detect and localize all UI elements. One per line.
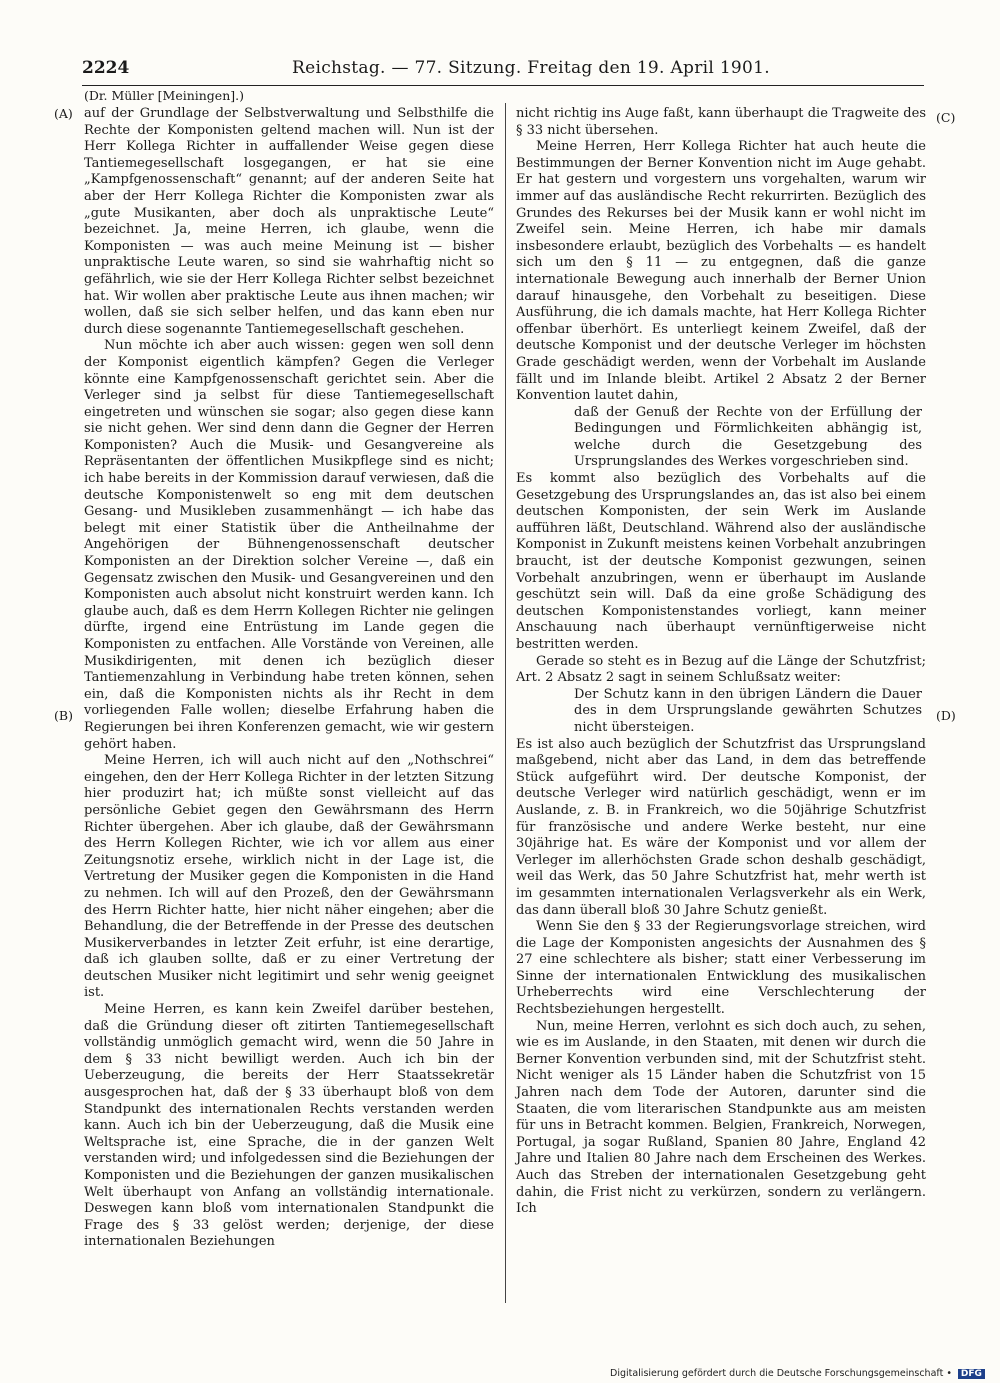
footer-text: Digitalisierung gefördert durch die Deutsche Forschungsgemeinschaft • <box>610 1368 952 1379</box>
paragraph: Nun möchte ich aber auch wissen: gegen wen soll denn der Komponist eigentlich kämpfen? Gegen die Verleger könnte eine Kampfgenossenschaft gerichtet sein. Aber die Verleger sind ja selbst für diese Tantiemegesellschaft eingetreten und wünschen sie sogar; also gegen diese kann sie nicht gehen. Wer sind denn dann die Gegner der Herren Komponisten? Auch die Musik- und Gesangvereine als Repräsentanten der öffentlichen Musikpflege sind es nicht; ich habe bereits in der Kommission darauf verwiesen, daß die deutsche Komponistenwelt so eng mit dem deutschen Gesang- und Musikleben zusammenhängt — ich habe das belegt mit einer Statistik über die Antheilnahme der Angehörigen der Bühnengenossenschaft deutscher Komponisten an der Direktion solcher Vereine —, daß ein Gegensatz zwischen den Musik- und Gesangvereinen und den Komponisten auch absolut nicht konstruirt werden kann. Ich glaube auch, daß es dem Herrn Kollegen Richter nie gelingen dürfte, irgend eine Entrüstung im Lande gegen die Komponisten zu entfachen. Alle Vorstände von Vereinen, alle Musikdirigenten, mit denen ich bezüglich dieser Tantiemenzahlung in Verbindung habe treten können, sehen ein, daß die Komponisten nichts als ihr Recht in dem vorliegenden Falle wollen; dieselbe Erfahrung haben die Regierungen bei ihren Konferenzen gemacht, wie wir gestern gehört haben. <box>84 338 494 752</box>
speaker-label: (Dr. Müller [Meiningen].) <box>84 88 244 103</box>
running-head: Reichstag. — 77. Sitzung. Freitag den 19. April 1901. <box>292 58 770 78</box>
paragraph: Gerade so steht es in Bezug auf die Länge der Schutzfrist; Art. 2 Absatz 2 sagt in seinem Schlußsatz weiter: <box>516 653 926 686</box>
paragraph: auf der Grundlage der Selbstverwaltung und Selbsthilfe die Rechte der Komponisten geltend machen will. Nun ist der Herr Kollega Richter in auffallender Weise gegen diese Tantiemegesellschaft losgegangen, er hat sie eine „Kampfgenossenschaft“ genannt; auf der anderen Seite hat aber der Herr Kollega Richter die Komponisten zwar als „gute Musikanten, aber doch als unpraktische Leute“ bezeichnet. Ja, meine Herren, ich glaube, wenn die Komponisten — was auch meine Meinung ist — bisher unpraktische Leute waren, so sind sie wahrhaftig nicht so gefährlich, wie sie der Herr Kollega Richter selbst bezeichnet hat. Wir wollen aber praktische Leute aus ihnen machen; wir wollen, daß sie sich selber helfen, und das kann eben nur durch diese sogenannte Tantiemegesellschaft geschehen. <box>84 106 494 337</box>
quoted-article: daß der Genuß der Rechte von der Erfüllung der Bedingungen und Förmlichkeiten abhängig ist, welche durch die Gesetzgebung des Ursprungslandes des Werkes vorgeschrieben sind. <box>574 404 922 470</box>
left-column <box>84 106 494 1251</box>
quoted-article: Der Schutz kann in den übrigen Ländern die Dauer des in dem Ursprungslande gewährten Schutzes nicht übersteigen. <box>574 686 922 735</box>
digitization-footer <box>610 1368 985 1379</box>
paragraph: Es kommt also bezüglich des Vorbehalts auf die Gesetzgebung des Ursprungslandes an, das ist also bei einem deutschen Komponisten, der sein Werk im Auslande aufführen läßt, Deutschland. Während also der ausländische Komponist in Zukunft meistens keinen Vorbehalt anzubringen braucht, ist der deutsche Komponist gezwungen, seinen Vorbehalt anzubringen, wenn er überhaupt im Auslande geschützt sein will. Daß da eine große Schädigung des deutschen Komponistenstandes vorliegt, kann meiner Anschauung nach überhaupt vernünftigerweise nicht bestritten werden. <box>516 471 926 652</box>
paragraph: Meine Herren, es kann kein Zweifel darüber bestehen, daß die Gründung dieser oft zitirten Tantiemegesellschaft vollständig unmöglich gemacht wird, wenn die 50 Jahre in dem § 33 nicht bewilligt werden. Auch ich bin der Ueberzeugung, die bereits der Herr Staatssekretär ausgesprochen hat, daß der § 33 überhaupt bloß von dem Standpunkt des internationalen Rechts verstanden werden kann. Auch ich bin der Ueberzeugung, daß die Musik eine Weltsprache ist, eine Sprache, die in der ganzen Welt verstanden wird; und infolgedessen sind die Beziehungen der Komponisten und die Beziehungen der ganzen musikalischen Welt überhaupt von Anfang an vollständig internationale. Deswegen kann bloß vom internationalen Standpunkt die Frage des § 33 gelöst werden; derjenige, der diese internationalen Beziehungen <box>84 1002 494 1250</box>
dfg-logo: DFG <box>958 1369 985 1379</box>
paragraph: Nun, meine Herren, verlohnt es sich doch auch, zu sehen, wie es im Auslande, in den Staaten, mit denen wir durch die Berner Konvention verbunden sind, mit der Schutzfrist steht. Nicht weniger als 15 Länder haben die Schutzfrist von 15 Jahren nach dem Tode der Autoren, darunter sind die Staaten, die vom literarischen Standpunkte aus am meisten für uns in Betracht kommen. Belgien, Frankreich, Norwegen, Portugal, ja sogar Rußland, Spanien 80 Jahre, England 42 Jahre und Italien 80 Jahre nach dem Erscheinen des Werkes. Auch das Streben der internationalen Gesetzgebung geht dahin, die Frist nicht zu verkürzen, sondern zu verlängern. Ich <box>516 1018 926 1217</box>
margin-marker-d: (D) <box>936 708 956 723</box>
paragraph: Meine Herren, Herr Kollega Richter hat auch heute die Bestimmungen der Berner Konvention nicht im Auge gehabt. Er hat gestern und vorgestern uns vorgehalten, warum wir immer auf das ausländische Recht rekurrirten. Bezüglich des Grundes des Rekurses bei der Musik kann er wohl nicht im Zweifel sein. Meine Herren, ich habe mir damals insbesondere erlaubt, bezüglich des Vorbehalts — es handelt sich um den § 11 — zu entgegnen, daß die ganze internationale Bewegung auch innerhalb der Berner Union darauf hinausgehe, den Vorbehalt zu beseitigen. Diese Ausführung, die ich damals machte, hat Herr Kollega Richter offenbar überhört. Es unterliegt keinem Zweifel, daß der deutsche Komponist und der deutsche Verleger im höchsten Grade geschädigt werden, wenn der Vorbehalt im Auslande fällt und im Inlande bleibt. Artikel 2 Absatz 2 der Berner Konvention lautet dahin, <box>516 139 926 404</box>
margin-marker-c: (C) <box>936 110 956 125</box>
page-number: 2224 <box>82 58 130 78</box>
paragraph: Meine Herren, ich will auch nicht auf den „Nothschrei“ eingehen, den der Herr Kollega Richter in der letzten Sitzung hier produzirt hat; ich müßte sonst vielleicht auf das persönliche Gebiet gegen den Gewährsmann des Herrn Richter übergehen. Aber ich glaube, daß der Gewährsmann des Herrn Kollegen Richter, wie ich vor allem aus einer Zeitungsnotiz ersehe, wirklich nicht in der Lage ist, die Vertretung der Musiker gegen die Komponisten in die Hand zu nehmen. Ich will auf den Prozeß, den der Gewährsmann des Herrn Richter hatte, hier nicht näher eingehen; aber die Behandlung, die der Betreffende in der Presse des deutschen Musikerverbandes in letzter Zeit erfuhr, ist eine derartige, daß ich glauben sollte, daß er zu einer Vertretung der deutschen Musiker nicht legitimirt und sehr wenig geeignet ist. <box>84 753 494 1001</box>
page-header <box>82 58 924 82</box>
paragraph: Wenn Sie den § 33 der Regierungsvorlage streichen, wird die Lage der Komponisten angesichts der Ausnahmen des § 27 eine schlechtere als bisher; statt einer Verbesserung im Sinne der internationalen Entwicklung des musikalischen Urheberrechts wird eine Verschlechterung der Rechtsbeziehungen hergestellt. <box>516 919 926 1018</box>
column-divider <box>505 103 506 1303</box>
margin-marker-b: (B) <box>54 708 73 723</box>
right-column <box>516 106 926 1218</box>
paragraph: nicht richtig ins Auge faßt, kann überhaupt die Tragweite des § 33 nicht übersehen. <box>516 106 926 138</box>
header-rule <box>82 85 924 86</box>
paragraph: Es ist also auch bezüglich der Schutzfrist das Ursprungsland maßgebend, nicht aber das Land, in dem das betreffende Stück aufgeführt wird. Der deutsche Komponist, der deutsche Verleger wird natürlich geschädigt, wenn er im Auslande, z. B. in Frankreich, wo die 50jährige Schutzfrist für französische und andere Werke besteht, nur eine 30jährige hat. Es wäre der Komponist und vor allem der Verleger im allerhöchsten Grade schon deshalb geschädigt, weil das Werk, das 50 Jahre Schutzfrist hat, mehr werth ist im gesammten internationalen Verlagsverkehr als ein Werk, das dann überall bloß 30 Jahre Schutz genießt. <box>516 736 926 918</box>
margin-marker-a: (A) <box>54 106 73 121</box>
